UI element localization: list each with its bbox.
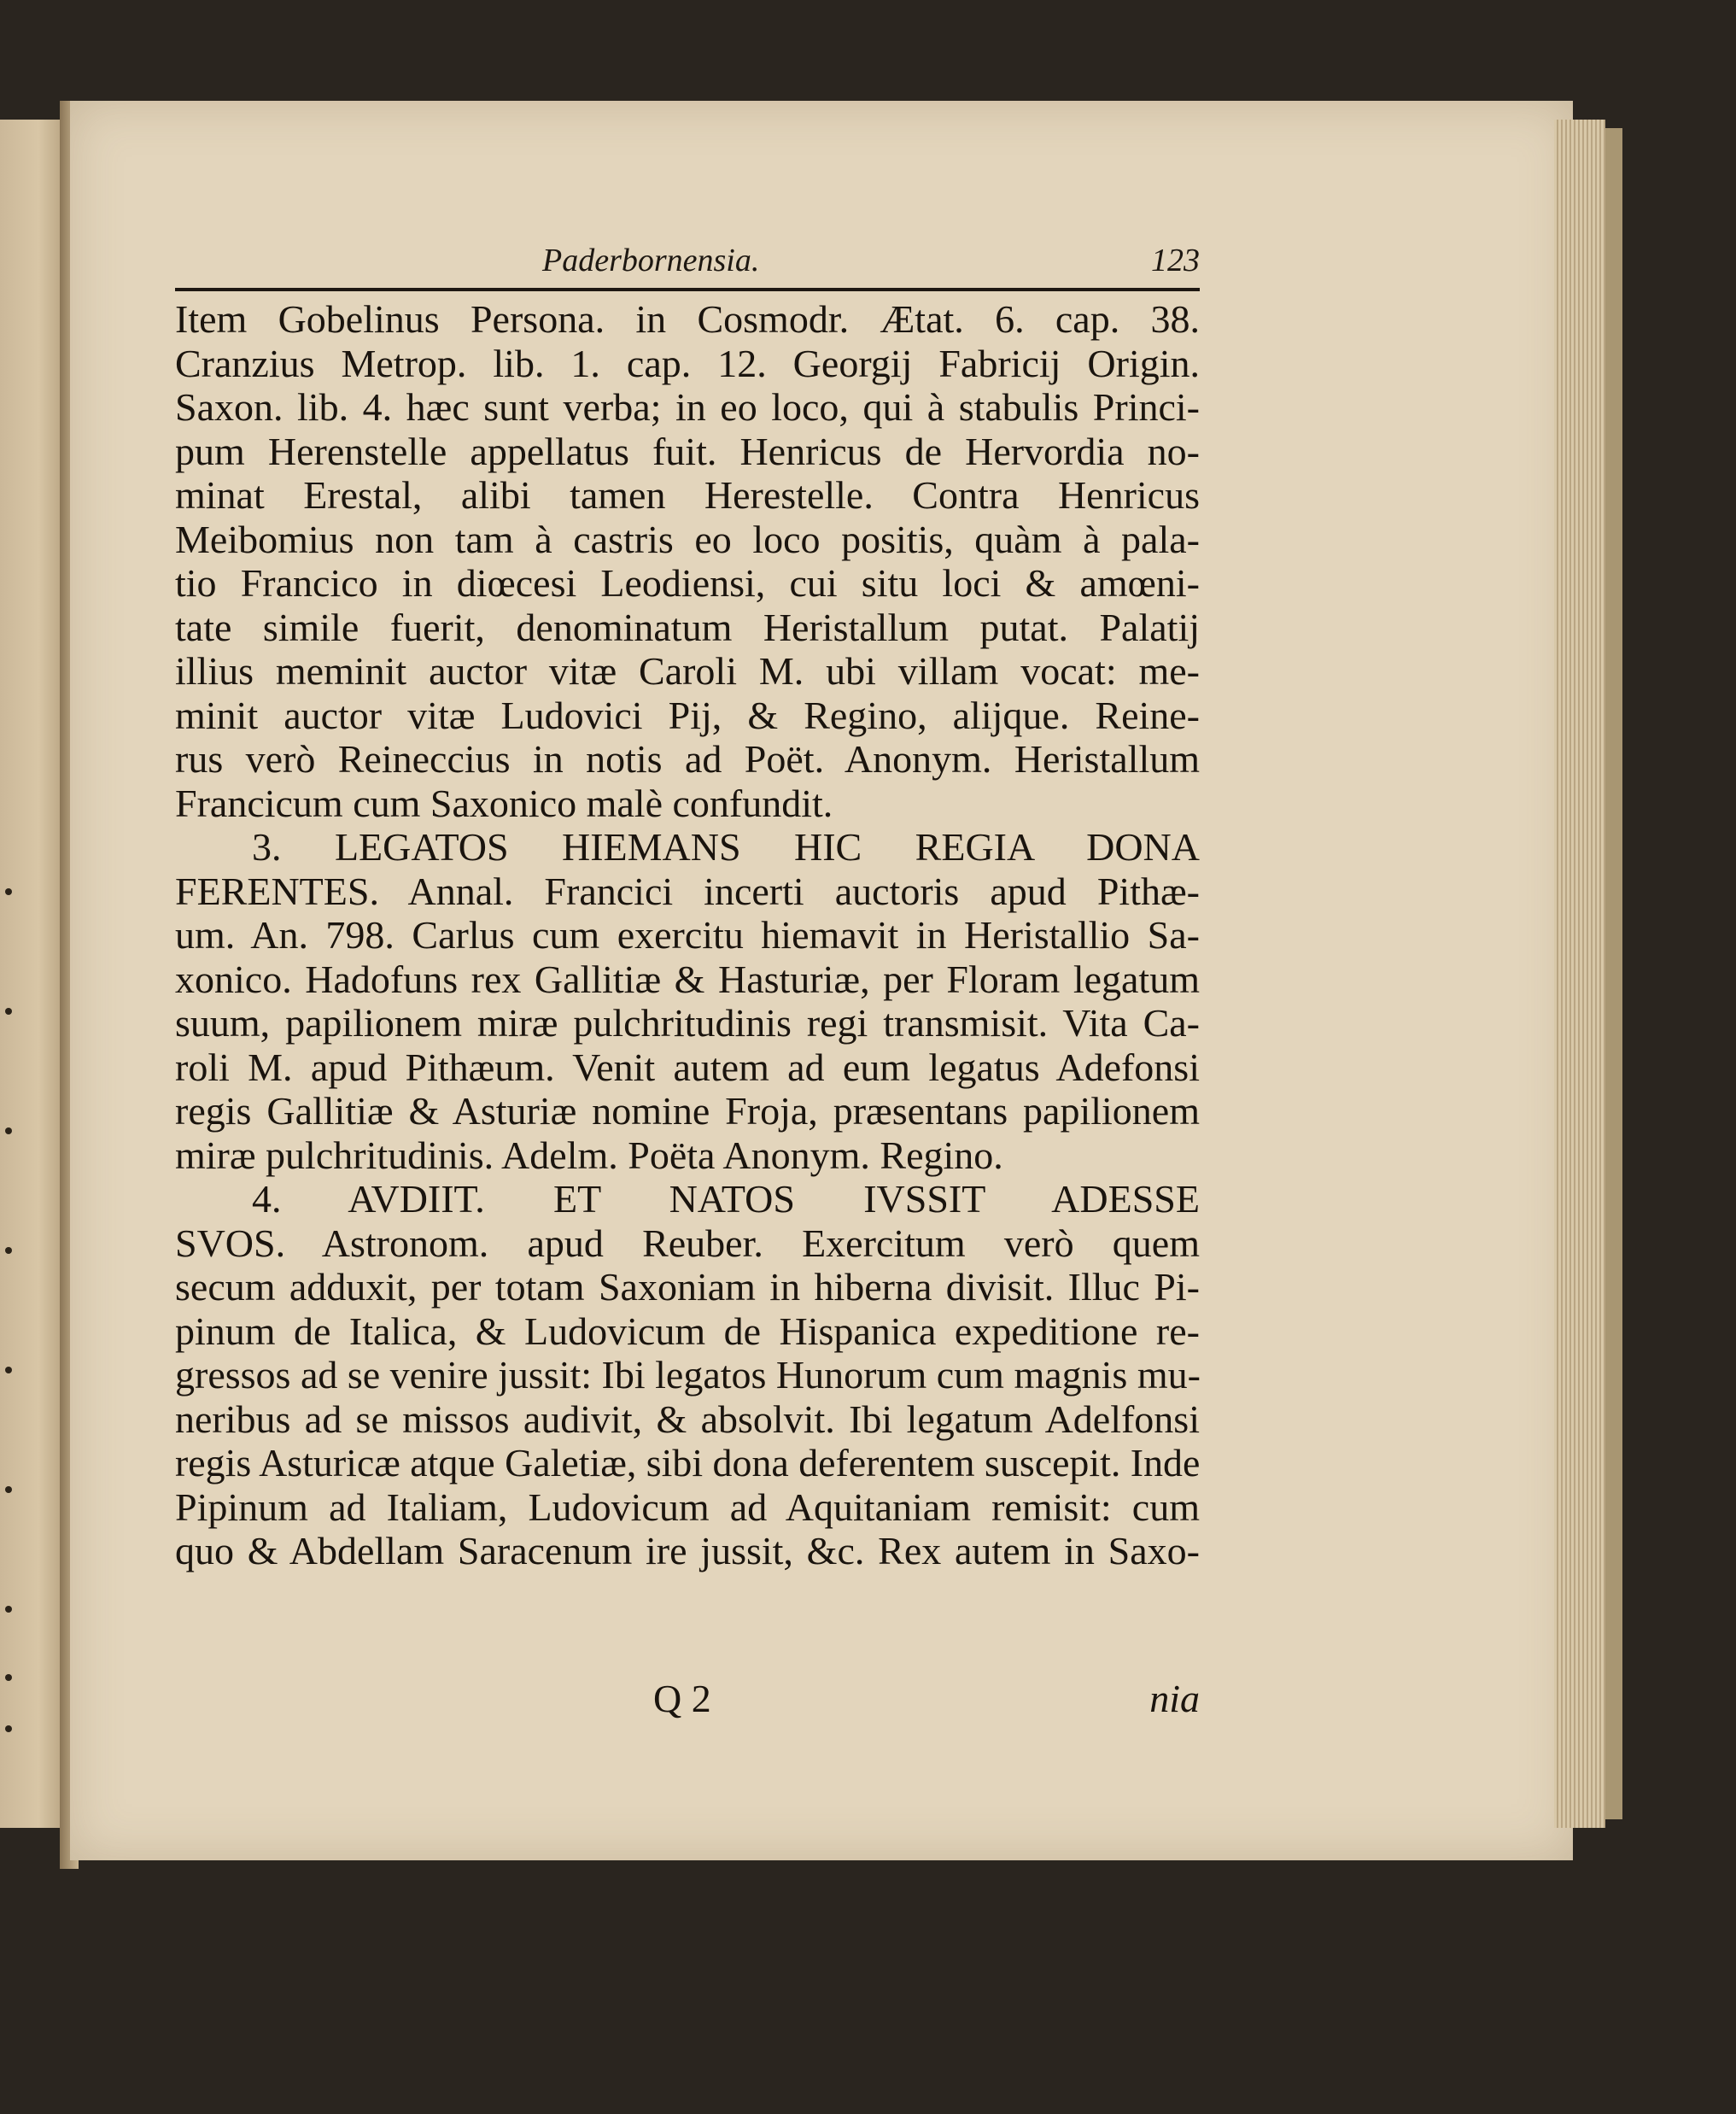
text-line: suum, papilionem miræ pulchritudinis regi transmisit. Vita Ca-: [175, 1001, 1200, 1045]
running-title: Paderbornensia.: [542, 243, 760, 278]
text-line: quo & Abdellam Saracenum ire jussit, &c. Rex autem in Saxo-: [175, 1529, 1200, 1572]
text-line: SVOS. Astronom. apud Reuber. Exercitum verò quem: [175, 1221, 1200, 1265]
text-line: Cranzius Metrop. lib. 1. cap. 12. Georgij Fabricij Origin.: [175, 341, 1200, 385]
text-line: secum adduxit, per totam Saxoniam in hiberna divisit. Illuc Pi-: [175, 1265, 1200, 1309]
page-body: [175, 297, 1200, 1573]
text-line: Meibomius non tam à castris eo loco positis, quàm à pala-: [175, 517, 1200, 561]
text-line: xonico. Hadofuns rex Gallitiæ & Hasturiæ, per Floram legatum: [175, 957, 1200, 1001]
text-line: rus verò Reineccius in notis ad Poët. Anonym. Heristallum: [175, 737, 1200, 781]
text-line: illius meminit auctor vitæ Caroli M. ubi villam vocat: me-: [175, 649, 1200, 693]
text-line: gressos ad se venire jussit: Ibi legatos Hunorum cum magnis mu-: [175, 1353, 1201, 1397]
text-line: neribus ad se missos audivit, & absolvit. Ibi legatum Adelfonsi: [175, 1397, 1200, 1441]
text-line: Pipinum ad Italiam, Ludovicum ad Aquitaniam remisit: cum: [175, 1484, 1200, 1529]
text-line: Francicum cum Saxonico malè confundit.: [175, 781, 833, 825]
book-cover-edge: [1605, 128, 1622, 1819]
text-line: tate simile fuerit, denominatum Heristallum putat. Palatij: [175, 605, 1200, 649]
page-footer: [175, 1676, 1200, 1719]
text-line: regis Gallitiæ & Asturiæ nomine Froja, præsentans papilionem: [175, 1089, 1200, 1133]
page-stack-edge: [1554, 120, 1605, 1828]
text-line: tio Francico in diœcesi Leodiensi, cui situ loci & amœni-: [175, 561, 1200, 605]
text-line: minat Erestal, alibi tamen Herestelle. Contra Henricus: [175, 473, 1200, 517]
catchword: nia: [1149, 1677, 1200, 1720]
signature-mark: Q 2: [653, 1677, 711, 1720]
text-line: Item Gobelinus Persona. in Cosmodr. Ætat. 6. cap. 38.: [175, 297, 1200, 341]
text-line: pinum de Italica, & Ludovicum de Hispanica expeditione re-: [175, 1309, 1200, 1353]
text-line: roli M. apud Pithæum. Venit autem ad eum legatus Adefonsi: [175, 1045, 1200, 1089]
text-line: Saxon. lib. 4. hæc sunt verba; in eo loco, qui à stabulis Princi-: [175, 385, 1200, 429]
text-line: pum Herenstelle appellatus fuit. Henricus de Hervordia no-: [175, 429, 1200, 473]
page-number: 123: [1151, 243, 1200, 278]
left-page-edge: [0, 120, 64, 1828]
text-line: minit auctor vitæ Ludovici Pij, & Regino, alijque. Reine-: [175, 693, 1200, 737]
header-rule: [175, 288, 1200, 291]
page-header: [175, 242, 1200, 284]
text-line: FERENTES. Annal. Francici incerti auctoris apud Pithæ-: [175, 869, 1200, 913]
section-heading-line: 3. LEGATOS HIEMANS HIC REGIA DONA: [252, 825, 1200, 869]
text-line: um. An. 798. Carlus cum exercitu hiemavit in Heristallio Sa-: [175, 913, 1200, 957]
text-line: regis Asturicæ atque Galetiæ, sibi dona deferentem suscepit. Inde: [175, 1441, 1201, 1484]
section-heading-line: 4. AVDIIT. ET NATOS IVSSIT ADESSE: [252, 1177, 1200, 1221]
text-line: miræ pulchritudinis. Adelm. Poëta Anonym. Regino.: [175, 1133, 1003, 1177]
